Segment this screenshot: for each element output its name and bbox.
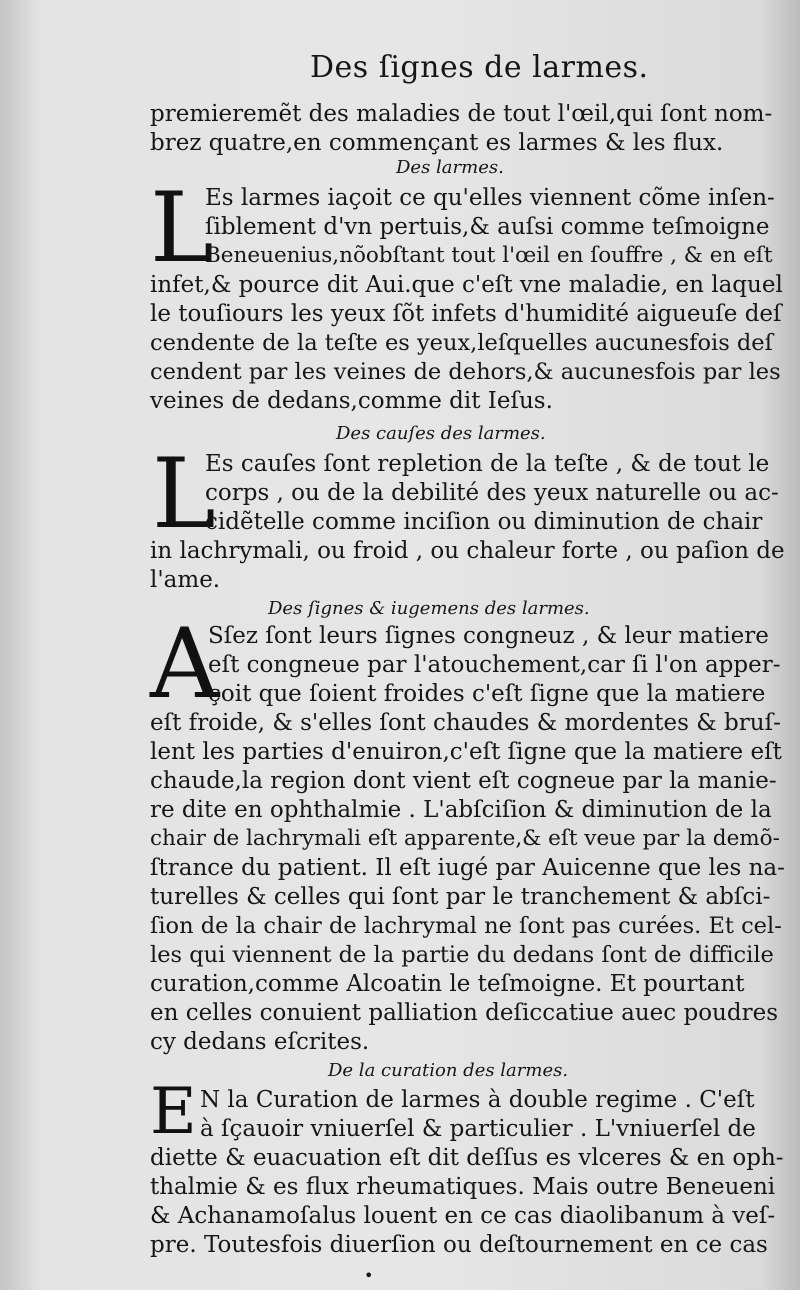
text-line: re dite en ophthalmie . L'abſciſion & diminution de la [150, 797, 772, 823]
text-line: cy dedans eſcrites. [150, 1029, 370, 1055]
drop-cap: A [150, 608, 220, 720]
text-line: pre. Toutesfois diuerſion ou deſtournement en ce cas [150, 1232, 768, 1258]
text-line: ſtrance du patient. Il eſt iugé par Auicenne que les na- [150, 855, 785, 881]
running-head: Des ſignes de larmes. [310, 50, 649, 85]
text-line: & Achanamoſalus louent en ce cas diaolibanum à veſ- [150, 1203, 776, 1229]
text-line: çoit que ſoient froides c'eſt ſigne que la matiere [208, 681, 766, 707]
drop-cap: E [150, 1075, 197, 1149]
text-line: veines de dedans,comme dit Ieſus. [150, 388, 553, 414]
text-line: l'ame. [150, 567, 221, 593]
text-line: Es cauſes ſont repletion de la teſte , & de tout le [205, 451, 770, 477]
text-line: cidẽtelle comme inciſion ou diminution de chair [205, 509, 763, 535]
text-line: lent les parties d'enuiron,c'eſt ſigne que la matiere eſt [150, 739, 782, 765]
text-line: chaude,la region dont vient eſt cogneue par la manie- [150, 768, 777, 794]
text-line: diette & euacuation eſt dit deſſus es vlceres & en oph- [150, 1145, 784, 1171]
text-line: thalmie & es flux rheumatiques. Mais outre Beneueni [150, 1174, 776, 1200]
section-heading: Des cauſes des larmes. [336, 423, 546, 444]
text-line: in lachrymali, ou froid , ou chaleur forte , ou paſion de [150, 538, 785, 564]
text-line: premieremẽt des maladies de tout l'œil,qui ſont nom- [150, 101, 773, 127]
drop-cap: L [152, 438, 216, 550]
text-line: cendent par les veines de dehors,& aucunesfois par les [150, 359, 781, 385]
section-heading: Des ſignes & iugemens des larmes. [268, 598, 590, 619]
text-line: chair de lachrymali eſt apparente,& eſt veue par la demõ- [150, 826, 780, 851]
text-line: les qui viennent de la partie du dedans ſont de difficile [150, 942, 774, 968]
section-heading: De la curation des larmes. [328, 1060, 569, 1081]
text-line: à ſçauoir vniuerſel & particulier . L'vniuerſel de [200, 1116, 756, 1142]
text-line: turelles & celles qui ſont par le tranchement & abſci- [150, 884, 771, 910]
drop-cap: L [150, 172, 214, 284]
text-line: ſion de la chair de lachrymal ne ſont pas curées. Et cel- [150, 913, 782, 939]
text-line: Es larmes iaçoit ce qu'elles viennent cõme inſen- [205, 185, 775, 211]
text-line: ſiblement d'vn pertuis,& auſsi comme teſmoigne [205, 214, 770, 240]
text-line: brez quatre,en commençant es larmes & les flux. [150, 130, 724, 156]
text-line: corps , ou de la debilité des yeux naturelle ou ac- [205, 480, 779, 506]
text-line: cendente de la teſte es yeux,leſquelles aucunesfois deſ [150, 330, 773, 356]
section-heading: Des larmes. [396, 157, 504, 178]
text-line: eſt congneue par l'atouchement,car ſi l'on apper- [208, 652, 781, 678]
text-line: eſt froide, & s'elles ſont chaudes & mordentes & bruſ- [150, 710, 781, 736]
footer-mark: • [364, 1266, 374, 1285]
text-line: curation,comme Alcoatin le teſmoigne. Et pourtant [150, 971, 745, 997]
text-line: Beneuenius,nõobſtant tout l'œil en ſouffre , & en eſt [205, 243, 773, 268]
text-line: en celles conuient palliation deſiccatiue auec poudres [150, 1000, 778, 1026]
text-line: N la Curation de larmes à double regime . C'eſt [200, 1087, 755, 1113]
text-line: le touſiours les yeux ſõt infets d'humidité aigueuſe deſ [150, 301, 782, 327]
text-line: infet,& pource dit Aui.que c'eſt vne maladie, en laquel [150, 272, 783, 298]
text-line: Sſez ſont leurs ſignes congneuz , & leur matiere [208, 623, 769, 649]
